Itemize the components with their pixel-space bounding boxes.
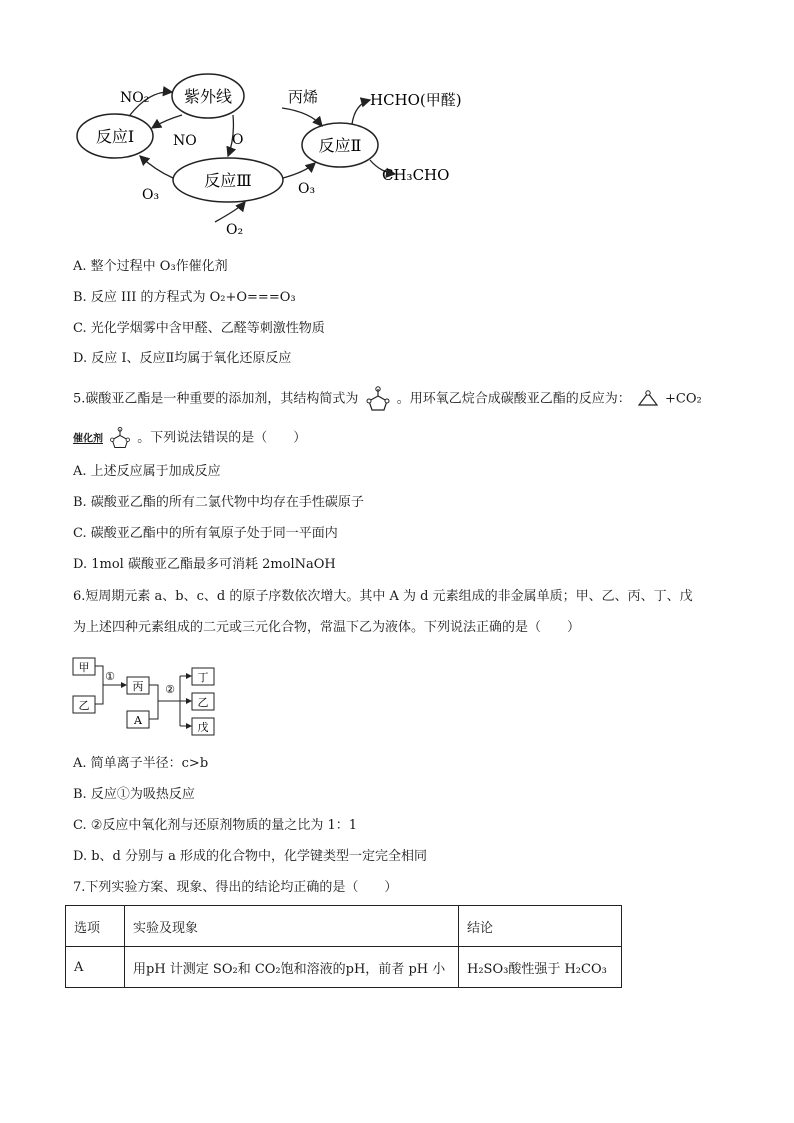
node-reaction1-label: 反应Ⅰ	[95, 127, 135, 146]
table-header-cell: 选项	[66, 906, 125, 947]
label-no: NO	[173, 133, 197, 149]
box-yi-text: 乙	[78, 699, 90, 712]
label-hcho: HCHO(甲醛)	[370, 91, 462, 109]
q6-stem-line2: 为上述四种元素组成的二元或三元化合物，常温下乙为液体。下列说法正确的是（ ）	[73, 620, 581, 635]
box-yi2-text: 乙	[197, 696, 209, 709]
photochemical-cycle-diagram	[70, 60, 490, 250]
box-a-text: A	[134, 714, 142, 727]
product-structure-icon	[107, 426, 133, 450]
arrow-o3-right	[283, 163, 315, 178]
table-header-row	[66, 906, 622, 947]
q4-option-d: D. 反应 I、反应Ⅱ均属于氧化还原反应	[73, 351, 292, 366]
table-cell: H₂SO₃酸性强于 H₂CO₃	[459, 947, 622, 988]
box-ding-text: 丁	[197, 671, 209, 684]
line-bing-a	[149, 685, 158, 719]
q5-co2: +CO₂	[664, 391, 702, 407]
q6-option-c: C. ②反应中氧化剂与还原剂物质的量之比为 1：1	[73, 818, 358, 833]
q6-option-d: D. b、d 分别与 a 形成的化合物中，化学键类型一定完全相同	[73, 849, 428, 864]
node-ziwaixian-label: 紫外线	[183, 87, 233, 106]
label-o2: O₂	[226, 222, 244, 238]
label-propene: 丙烯	[288, 88, 319, 106]
label-o: O	[232, 132, 244, 148]
arrow-o2	[215, 202, 245, 222]
label-o3-left: O₃	[142, 187, 160, 203]
table-header-cell: 结论	[459, 906, 622, 947]
q5-stem-line1	[73, 386, 702, 412]
arrow-propene	[282, 108, 322, 126]
q4-option-b: B. 反应 III 的方程式为 O₂+O===O₃	[73, 290, 296, 305]
q4-option-c: C. 光化学烟雾中含甲醛、乙醛等刺激性物质	[73, 321, 325, 336]
q5-option-a: A. 上述反应属于加成反应	[73, 464, 221, 479]
table-cell: 用pH 计测定 SO₂和 CO₂饱和溶液的pH，前者 pH 小	[125, 947, 459, 988]
step2-label: ②	[165, 683, 175, 696]
q5-option-b: B. 碳酸亚乙酯的所有二氯代物中均存在手性碳原子	[73, 495, 364, 510]
box-bing-text: 丙	[132, 680, 144, 693]
q6-flow-diagram	[70, 656, 230, 740]
ethylene-carbonate-structure-icon	[363, 386, 393, 412]
label-o3-right: O₃	[298, 181, 316, 197]
step1-label: ①	[105, 670, 115, 683]
label-ch3cho: CH₃CHO	[382, 166, 450, 184]
node-reaction3-label: 反应Ⅲ	[204, 171, 252, 190]
q5-stem-b: 。用环氧乙烷合成碳酸亚乙酯的反应为：	[396, 391, 631, 407]
q5-catalyst-label: 催化剂	[73, 433, 103, 445]
ethylene-oxide-structure-icon	[635, 389, 661, 409]
q5-stem-line2	[73, 426, 306, 450]
q6-option-a: A. 简单离子半径：c>b	[73, 756, 209, 771]
q6-stem-line1: 6.短周期元素 a、b、c、d 的原子序数依次增大。其中 A 为 d 元素组成的非金属单质；甲、乙、丙、丁、戊	[73, 589, 693, 604]
q6-flow-svg	[70, 656, 230, 740]
q5-stem-a: 5.碳酸亚乙酯是一种重要的添加剂，其结构简式为	[73, 391, 359, 407]
arrow-o3-left	[140, 156, 173, 178]
q7-table	[65, 905, 622, 988]
q7-stem: 7.下列实验方案、现象、得出的结论均正确的是（ ）	[73, 880, 398, 895]
table-header-cell: 实验及现象	[125, 906, 459, 947]
q5-stem-c: 。下列说法错误的是（ ）	[137, 430, 307, 446]
arrow-hcho	[352, 100, 370, 124]
line-jia	[95, 666, 103, 704]
q5-option-d: D. 1mol 碳酸亚乙酯最多可消耗 2molNaOH	[73, 557, 336, 572]
q4-option-a: A. 整个过程中 O₃作催化剂	[73, 259, 228, 274]
arrow-no	[152, 115, 182, 128]
table-row	[66, 947, 622, 988]
box-wu-text: 戊	[197, 721, 209, 734]
cycle-svg	[70, 60, 490, 250]
label-no2: NO₂	[120, 90, 150, 106]
q6-option-b: B. 反应①为吸热反应	[73, 787, 195, 802]
table-cell: A	[66, 947, 125, 988]
q5-option-c: C. 碳酸亚乙酯中的所有氧原子处于同一平面内	[73, 526, 338, 541]
node-reaction2-label: 反应Ⅱ	[318, 136, 362, 155]
box-jia-text: 甲	[78, 661, 90, 674]
